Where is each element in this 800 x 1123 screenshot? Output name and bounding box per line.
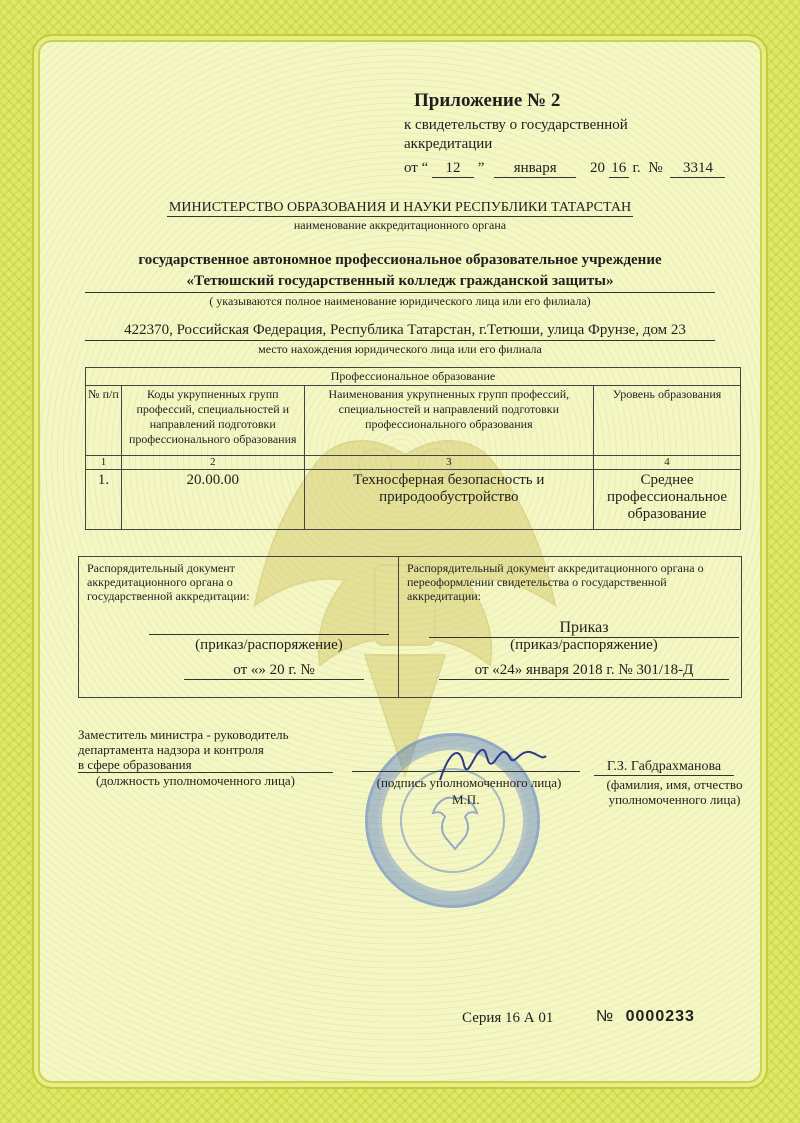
- organization-line-1: государственное автономное профессиональное образовательное учреждение: [138, 252, 662, 268]
- date-year-suffix: г.: [632, 160, 641, 176]
- education-table: [85, 367, 741, 530]
- reissue-order-type: Приказ: [429, 619, 739, 638]
- certificate-number-label: №: [596, 1008, 615, 1025]
- position-line-3: в сфере образования: [78, 757, 333, 773]
- certificate-number: [596, 1008, 695, 1026]
- column-number: 3: [304, 456, 593, 470]
- annex-date-line: [404, 160, 725, 178]
- address-text: 422370, Российская Федерация, Республика Татарстан, г.Тетюши, улица Фрунзе, дом 23: [124, 322, 686, 338]
- ministry-block: [100, 200, 700, 233]
- organization-name: [80, 250, 720, 292]
- column-number: 4: [594, 456, 741, 470]
- annex-title: Приложение № 2: [414, 90, 561, 111]
- certificate-series: Серия 16 А 01: [462, 1010, 554, 1026]
- position-caption: (должность уполномоченного лица): [96, 773, 296, 788]
- table-header: № п/п: [86, 386, 122, 456]
- accreditation-order-date: от «» 20 г. №: [184, 662, 364, 680]
- address-underline: [85, 340, 715, 341]
- row-code: 20.00.00: [121, 470, 304, 530]
- date-month: января: [494, 160, 576, 178]
- date-day: 12: [432, 160, 474, 178]
- table-header: Коды укрупненных групп профессий, специальностей и направлений подготовки профессионального образования: [121, 386, 304, 456]
- ministry-caption: наименование аккредитационного органа: [293, 218, 507, 232]
- organization-line-2: «Тетюшский государственный колледж гражданской защиты»: [186, 273, 614, 289]
- signature-caption: (подпись уполномоченного лица): [376, 775, 562, 790]
- column-number: 1: [86, 456, 122, 470]
- table-section-title: Профессиональное образование: [86, 368, 741, 386]
- table-header: Наименования укрупненных групп профессий, специальностей и направлений подготовки профессионального образования: [304, 386, 593, 456]
- position-line-2: департамента надзора и контроля: [78, 742, 264, 757]
- order-documents: [78, 556, 742, 698]
- column-number: 2: [121, 456, 304, 470]
- row-level: Среднее профессиональное образование: [594, 470, 741, 530]
- number-label: №: [648, 160, 663, 176]
- accreditation-order: [79, 557, 399, 697]
- official-position: [78, 727, 333, 788]
- row-number: 1.: [86, 470, 122, 530]
- date-year-prefix: 20: [589, 160, 605, 176]
- date-year: 16: [609, 160, 629, 178]
- date-prefix: от “: [404, 160, 429, 176]
- organization-underline: [85, 292, 715, 293]
- row-name: Техносферная безопасность и природообустройство: [304, 470, 593, 530]
- signature-line: [352, 771, 580, 772]
- seal-label: М.П.: [452, 792, 480, 807]
- table-header: Уровень образования: [594, 386, 741, 456]
- accreditation-order-title: Распорядительный документ аккредитационного органа о государственной аккредитации:: [87, 561, 250, 603]
- annex-subtitle: к свидетельству о государственной аккредитации: [404, 117, 628, 152]
- reissue-order-title: Распорядительный документ аккредитационного органа о переоформлении свидетельства о государственной аккредитации:: [407, 561, 704, 603]
- certificate-number-value: 0000233: [625, 1008, 695, 1025]
- position-line-1: Заместитель министра - руководитель: [78, 727, 289, 742]
- date-quote: ”: [477, 160, 485, 176]
- organization-caption: ( указываются полное наименование юридического лица или его филиала): [209, 294, 591, 308]
- address-caption: место нахождения юридического лица или его филиала: [258, 342, 542, 356]
- reissue-order-type-caption: (приказ/распоряжение): [510, 637, 658, 653]
- accreditation-order-type-caption: (приказ/распоряжение): [195, 637, 343, 653]
- reissue-order: [399, 557, 741, 697]
- ministry-name: МИНИСТЕРСТВО ОБРАЗОВАНИЯ И НАУКИ РЕСПУБЛИКИ ТАТАРСТАН: [168, 200, 632, 215]
- annex-number: 3314: [670, 160, 725, 178]
- person-caption: (фамилия, имя, отчество уполномоченного лица): [606, 777, 743, 807]
- table-row: [86, 470, 741, 530]
- person-name: Г.З. Габдрахманова: [594, 759, 734, 776]
- accreditation-order-type: [149, 619, 389, 635]
- reissue-order-date: от «24» января 2018 г. № 301/18-Д: [439, 662, 729, 680]
